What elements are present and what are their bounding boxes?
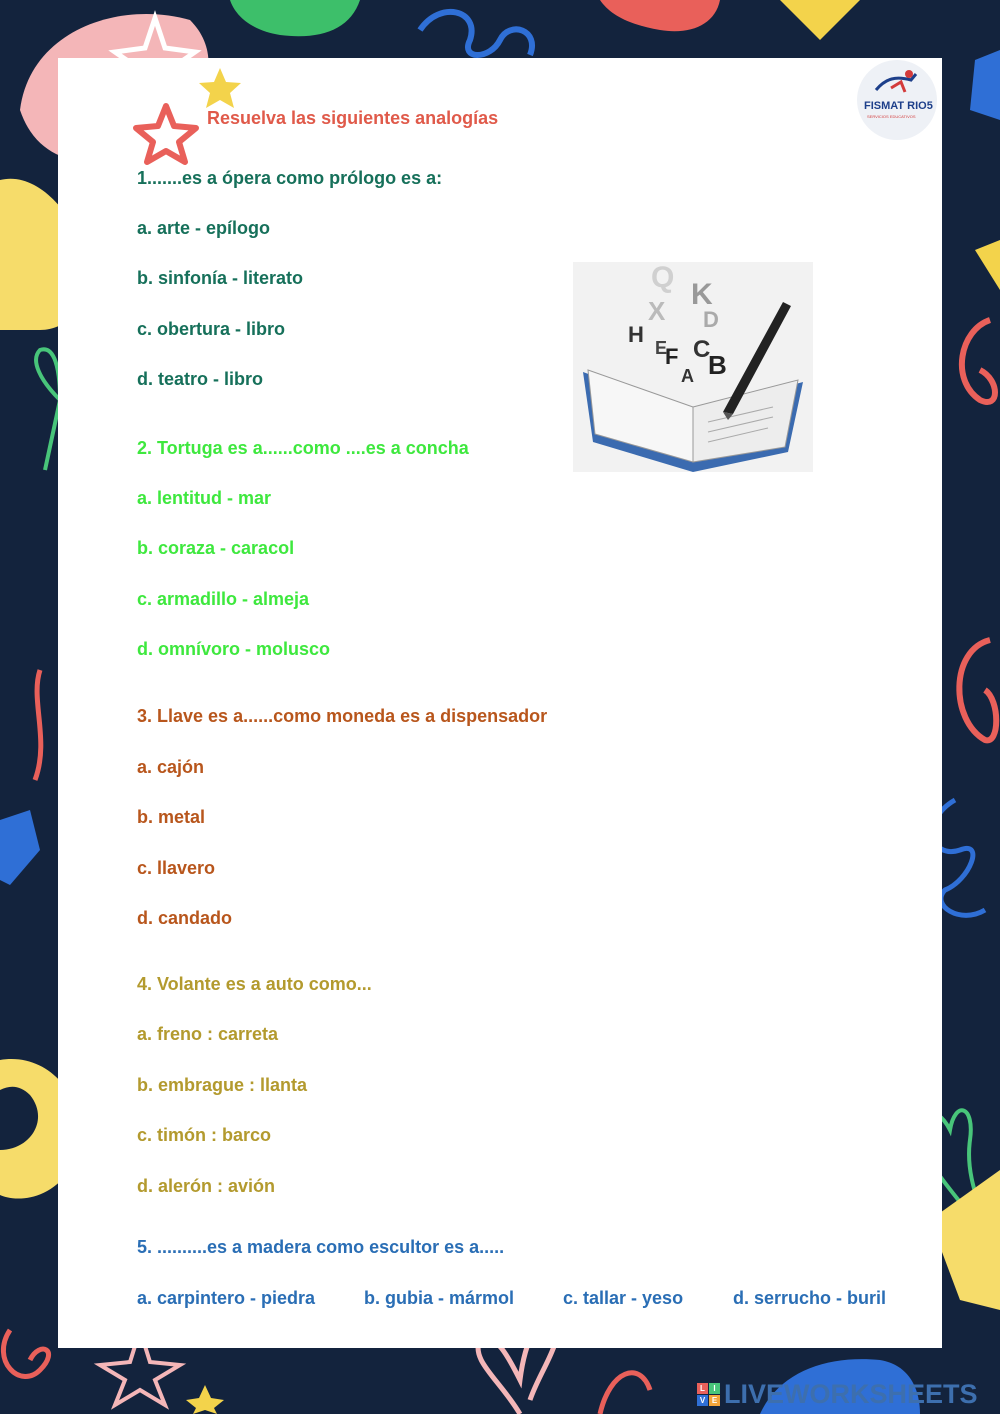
yellow-star-bottom — [186, 1385, 224, 1414]
book-letter: H — [628, 322, 644, 347]
live-logo-icon — [697, 1383, 720, 1406]
worksheet-title: Resuelva las siguientes analogías — [207, 108, 499, 128]
live-letter: I — [709, 1383, 720, 1394]
question-3-option-a[interactable]: a. cajón — [137, 757, 205, 777]
question-1-option-a[interactable]: a. arte - epílogo — [137, 218, 271, 238]
question-1-prompt: 1.......es a ópera como prólogo es a: — [137, 168, 443, 188]
question-2-option-b[interactable]: b. coraza - caracol — [137, 538, 295, 558]
live-letter: V — [697, 1395, 708, 1406]
coral-loop-bottom — [600, 1373, 650, 1414]
logo-text: FISMAT RIO5 — [864, 100, 933, 112]
question-1-option-c[interactable]: c. obertura - libro — [137, 319, 286, 339]
logo-subtext: SERVICIOS EDUCATIVOS — [867, 114, 916, 119]
question-2-option-d[interactable]: d. omnívoro - molusco — [137, 639, 331, 659]
coral-loop-right — [959, 640, 996, 740]
question-5-option-c[interactable]: c. tallar - yeso — [563, 1288, 684, 1308]
worksheet-paper — [58, 58, 942, 1348]
liveworksheets-brand[interactable] — [697, 1378, 978, 1410]
live-letter: E — [709, 1395, 720, 1406]
book-letter: A — [681, 366, 694, 386]
book-letter: Q — [651, 262, 675, 294]
blue-swirl-top — [420, 12, 532, 55]
book-illustration — [573, 262, 813, 472]
question-2-prompt: 2. Tortuga es a......como ....es a concha — [137, 438, 469, 458]
yellow-star-icon — [195, 66, 245, 110]
book-letter: E — [655, 338, 668, 358]
question-4-option-c[interactable]: c. timón : barco — [137, 1125, 272, 1145]
blue-shape-right — [970, 50, 1000, 120]
question-2-option-a[interactable]: a. lentitud - mar — [137, 488, 272, 508]
live-letter: L — [697, 1383, 708, 1394]
question-2-option-c[interactable]: c. armadillo - almeja — [137, 589, 310, 609]
question-5-option-d[interactable]: d. serrucho - buril — [733, 1288, 887, 1308]
question-3-option-b[interactable]: b. metal — [137, 807, 206, 827]
yellow-shape-top-right — [780, 0, 860, 40]
blue-square-left — [0, 810, 40, 885]
coral-ribbon-left — [35, 670, 41, 780]
book-letter: B — [708, 350, 727, 380]
book-letter: D — [703, 307, 719, 332]
liveworksheets-text: LIVEWORKSHEETS — [724, 1378, 978, 1409]
question-3-option-c[interactable]: c. llavero — [137, 858, 216, 878]
question-1-option-d[interactable]: d. teatro - libro — [137, 369, 263, 389]
yellow-shape-right — [975, 240, 1000, 290]
question-4-prompt: 4. Volante es a auto como... — [137, 974, 372, 994]
runner-logo-icon — [871, 68, 921, 98]
question-5-option-a[interactable]: a. carpintero - piedra — [137, 1288, 316, 1308]
fismat-logo — [857, 60, 937, 140]
question-3-prompt: 3. Llave es a......como moneda es a dispensador — [137, 706, 548, 726]
question-5-prompt: 5. ..........es a madera como escultor es a..... — [137, 1237, 505, 1257]
book-letter: F — [665, 344, 679, 369]
coral-swirl-right — [962, 320, 995, 402]
question-4-option-a[interactable]: a. freno : carreta — [137, 1024, 279, 1044]
book-letter: K — [691, 278, 713, 311]
question-4-option-b[interactable]: b. embrague : llanta — [137, 1075, 308, 1095]
question-4-option-d[interactable]: d. alerón : avión — [137, 1176, 276, 1196]
book-letter: X — [648, 296, 666, 326]
coral-star-icon — [130, 102, 202, 166]
green-shape-top — [230, 0, 360, 36]
question-1-option-b[interactable]: b. sinfonía - literato — [137, 268, 304, 288]
coral-swirl-bottom-left — [3, 1330, 48, 1376]
question-5-option-b[interactable]: b. gubia - mármol — [364, 1288, 515, 1308]
book-letter: C — [693, 336, 711, 363]
question-3-option-d[interactable]: d. candado — [137, 908, 233, 928]
coral-shape-top — [600, 0, 720, 31]
